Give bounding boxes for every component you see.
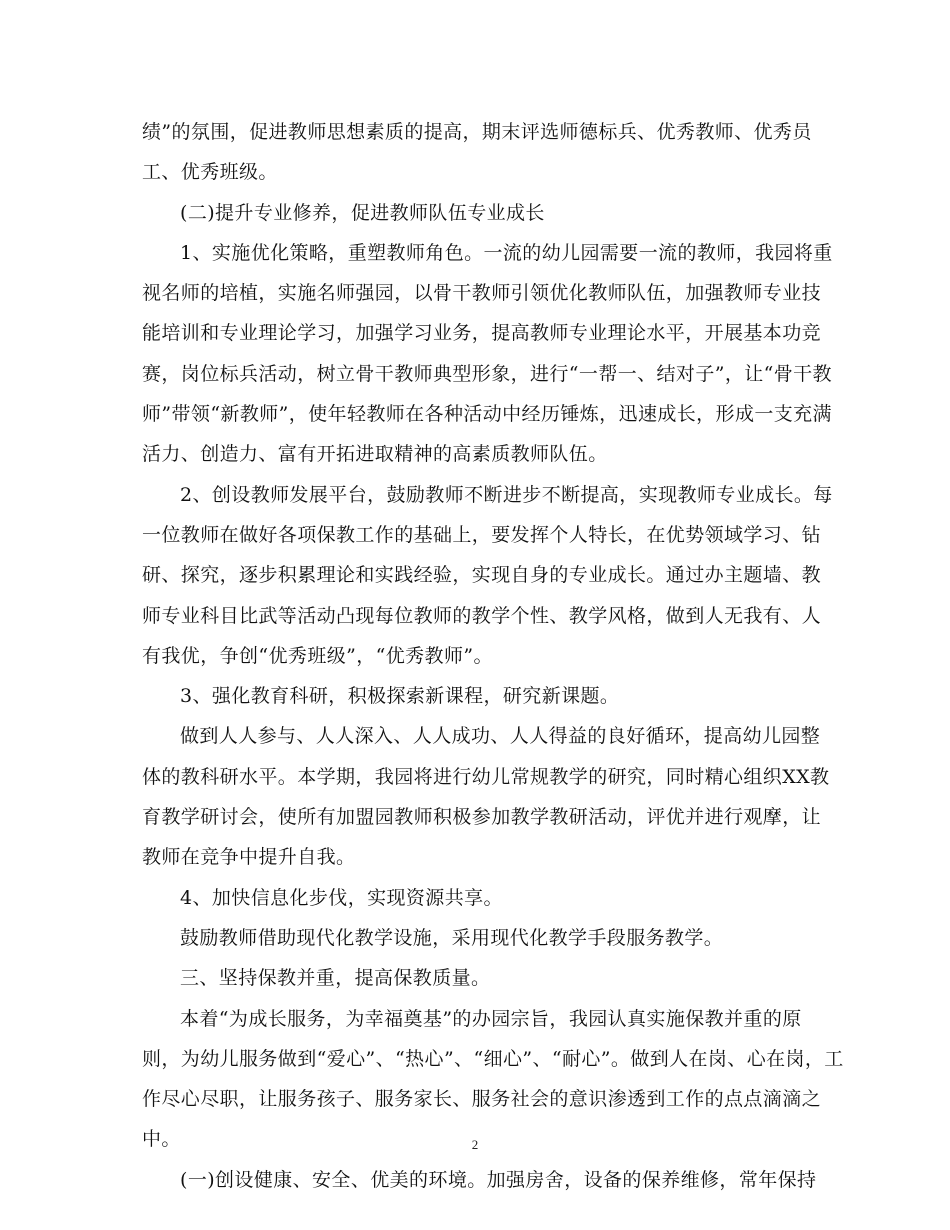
text-line: (二)提升专业修养，促进教师队伍专业成长 (180, 201, 545, 224)
text-line: 三、坚持保教并重，提高保教质量。 (180, 967, 491, 990)
text-line: 2、创设教师发展平台，鼓励教师不断进步不断提高，实现教师专业成长。每 (180, 483, 833, 506)
text-line: 则，为幼儿服务做到“爱心”、“热心”、“细心”、“耐心”。做到人在岗、心在岗，工 (142, 1047, 844, 1070)
text-line: 师”带领“新教师”，使年轻教师在各种活动中经历锤炼，迅速成长，形成一支充满 (142, 403, 832, 426)
text-line: 研、探究，逐步积累理论和实践经验，实现自身的专业成长。通过办主题墙、教 (142, 564, 822, 587)
text-line: 4、加快信息化步伐，实现资源共享。 (180, 886, 503, 909)
text-line: 做到人人参与、人人深入、人人成功、人人得益的良好循环，提高幼儿园整 (180, 725, 821, 748)
text-line: 鼓励教师借助现代化教学设施，采用现代化教学手段服务教学。 (180, 926, 724, 949)
text-line: 中。 (142, 1128, 181, 1151)
text-line: 师专业科目比武等活动凸现每位教师的教学个性、教学风格，做到人无我有、人 (142, 604, 822, 627)
text-line: 绩”的氛围，促进教师思想素质的提高，期末评选师德标兵、优秀教师、优秀员 (142, 121, 812, 143)
text-line: 教师在竞争中提升自我。 (142, 846, 356, 869)
text-line: 育教学研讨会，使所有加盟园教师积极参加教学教研活动，评优并进行观摩，让 (142, 806, 822, 829)
text-line: (一)创设健康、安全、优美的环境。加强房舍，设备的保养维修，常年保持 (180, 1168, 817, 1191)
text-line: 视名师的培植，实施名师强园，以骨干教师引领优化教师队伍，加强教师专业技 (142, 282, 822, 305)
text-line: 3、强化教育科研，积极探索新课程，研究新课题。 (180, 685, 620, 708)
text-line: 有我优，争创“优秀班级”，“优秀教师”。 (142, 644, 493, 667)
text-line: 体的教科研水平。本学期，我园将进行幼儿常规教学的研究，同时精心组织XX教 (142, 765, 830, 788)
text-line: 赛，岗位标兵活动，树立骨干教师典型形象，进行“一帮一、结对子”，让“骨干教 (142, 362, 832, 385)
text-line: 1、实施优化策略，重塑教师角色。一流的幼儿园需要一流的教师，我园将重 (180, 241, 833, 264)
page-number: 2 (471, 1137, 479, 1152)
text-line: 能培训和专业理论学习，加强学习业务，提高教师专业理论水平，开展基本功竞 (142, 322, 822, 345)
text-line: 作尽心尽职，让服务孩子、服务家长、服务社会的意识渗透到工作的点点滴滴之 (142, 1088, 822, 1111)
text-line: 工、优秀班级。 (142, 161, 278, 184)
body-text (142, 112, 844, 1200)
text-line: 一位教师在做好各项保教工作的基础上，要发挥个人特长，在优势领域学习、钻 (142, 523, 822, 546)
text-line: 活力、创造力、富有开拓进取精神的高素质教师队伍。 (142, 443, 608, 466)
text-line: 本着“为成长服务，为幸福奠基”的办园宗旨，我园认真实施保教并重的原 (180, 1007, 802, 1030)
